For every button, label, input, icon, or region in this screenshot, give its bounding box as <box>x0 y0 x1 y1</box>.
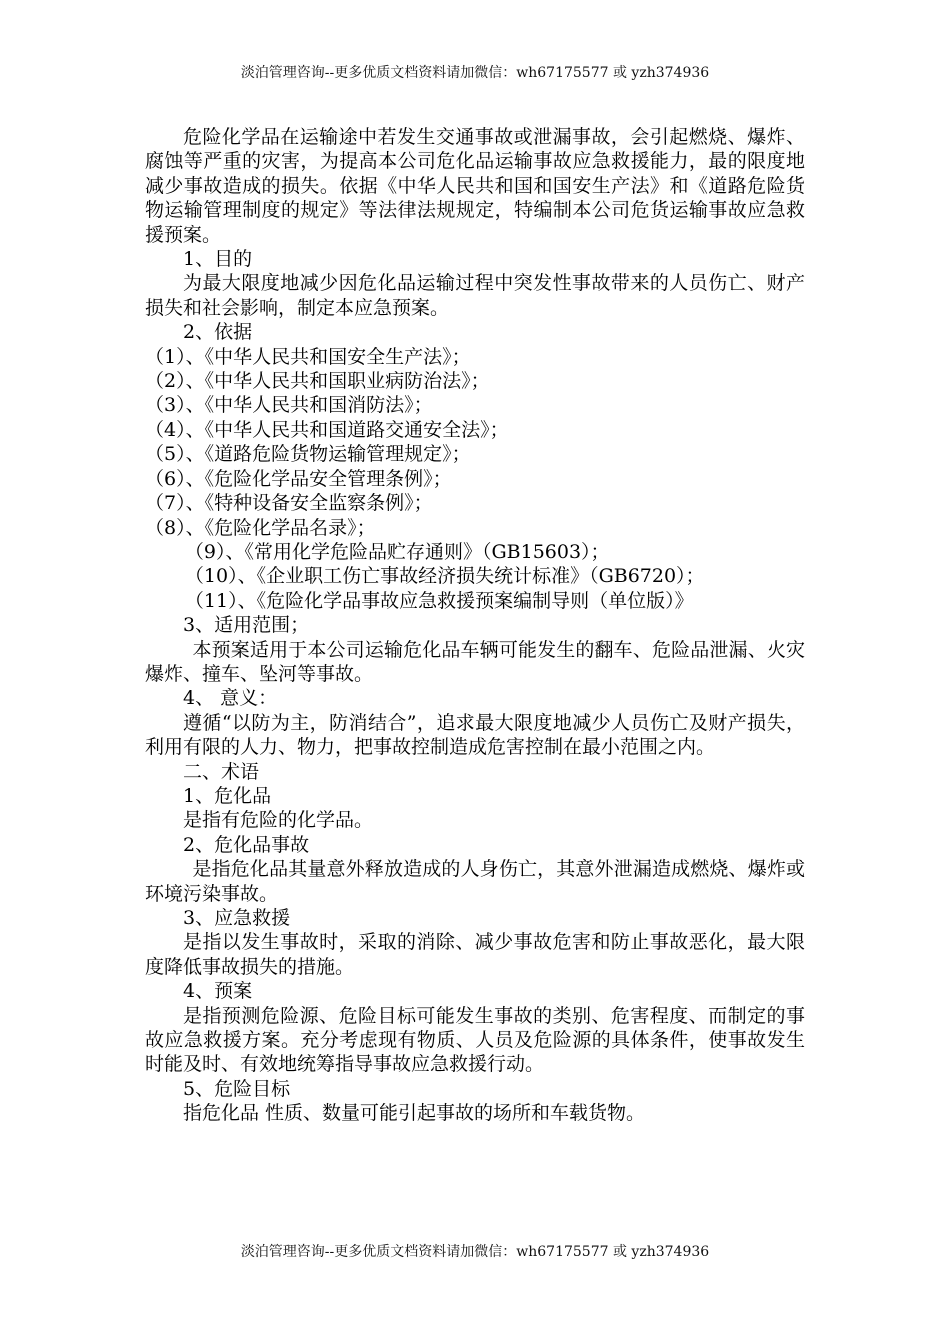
reference-item: （5）、《道路危险货物运输管理规定》； <box>145 443 471 466</box>
term-1-text: 是指有危险的化学品。 <box>183 809 374 832</box>
term-5-text: 指危化品 性质、数量可能引起事故的场所和车载货物。 <box>183 1102 646 1125</box>
section-3-heading: 3、适用范围； <box>183 614 310 637</box>
section-4-heading: 4、 意义： <box>183 687 278 710</box>
term-3-heading: 3、应急救援 <box>183 907 291 929</box>
part-2-heading: 二、术语 <box>183 760 260 783</box>
term-3-text: 是指以发生事故时，采取的消除、减少事故危害和防止事故恶化，最大限度降低事故损失的措施。 <box>145 931 805 978</box>
section-3-text: 本预案适用于本公司运输危化品车辆可能发生的翻车、危险品泄漏、火灾爆炸、撞车、坠河等事故。 <box>145 638 805 685</box>
reference-item: （10）、《企业职工伤亡事故经济损失统计标准》（GB6720）； <box>184 565 705 588</box>
term-4-heading: 4、预案 <box>183 980 253 1003</box>
intro-paragraph: 危险化学品在运输途中若发生交通事故或泄漏事故，会引起燃烧、爆炸、腐蚀等严重的灾害，为提高本公司危化品运输事故应急救援能力，最的限度地减少事故造成的损失。依据《中华人民共和国和国安生产法》和《道路危险货物运输管理制度的规定》等法律法规规定，特编制本公司危货运输事故应急救援预案。 <box>145 126 805 246</box>
reference-item: （3）、《中华人民共和国消防法》； <box>145 394 433 417</box>
term-1-heading: 1、危化品 <box>183 784 272 807</box>
document-body <box>145 125 805 1126</box>
reference-item: （9）、《常用化学危险品贮存通则》（GB15603）； <box>184 540 610 563</box>
reference-item: （1）、《中华人民共和国安全生产法》； <box>145 345 471 368</box>
reference-item: （2）、《中华人民共和国职业病防治法》； <box>145 370 490 393</box>
section-1-text: 为最大限度地减少因危化品运输过程中突发性事故带来的人员伤亡、财产损失和社会影响，制定本应急预案。 <box>145 272 805 319</box>
term-4-text: 是指预测危险源、危险目标可能发生事故的类别、危害程度、而制定的事故应急救援方案。充分考虑现有物质、人员及危险源的具体条件，使事故发生时能及时、有效地统筹指导事故应急救援行动。 <box>145 1004 805 1076</box>
term-5-heading: 5、危险目标 <box>183 1077 291 1100</box>
page-footer: 淡泊管理咨询--更多优质文档资料请加微信：wh67175577 或 yzh374936 <box>240 1244 710 1260</box>
section-2-heading: 2、依据 <box>183 321 253 344</box>
reference-item: （4）、《中华人民共和国道路交通安全法》； <box>145 418 509 441</box>
section-4-text: 遵循“以防为主，防消结合”，追求最大限度地减少人员伤亡及财产损失，利用有限的人力、物力，把事故控制造成危害控制在最小范围之内。 <box>145 711 805 759</box>
term-2-heading: 2、危化品事故 <box>183 833 310 856</box>
reference-item: （11）、《危险化学品事故应急救援预案编制导则（单位版）》 <box>184 589 694 612</box>
term-2-text: 是指危化品其量意外释放造成的人身伤亡，其意外泄漏造成燃烧、爆炸或环境污染事故。 <box>145 858 805 905</box>
section-1-heading: 1、目的 <box>183 248 253 271</box>
reference-item: （6）、《危险化学品安全管理条例》； <box>145 467 452 490</box>
page-header: 淡泊管理咨询--更多优质文档资料请加微信：wh67175577 或 yzh374936 <box>240 65 710 81</box>
reference-item: （7）、《特种设备安全监察条例》； <box>145 492 433 515</box>
reference-item: （8）、《危险化学品名录》； <box>145 516 376 539</box>
